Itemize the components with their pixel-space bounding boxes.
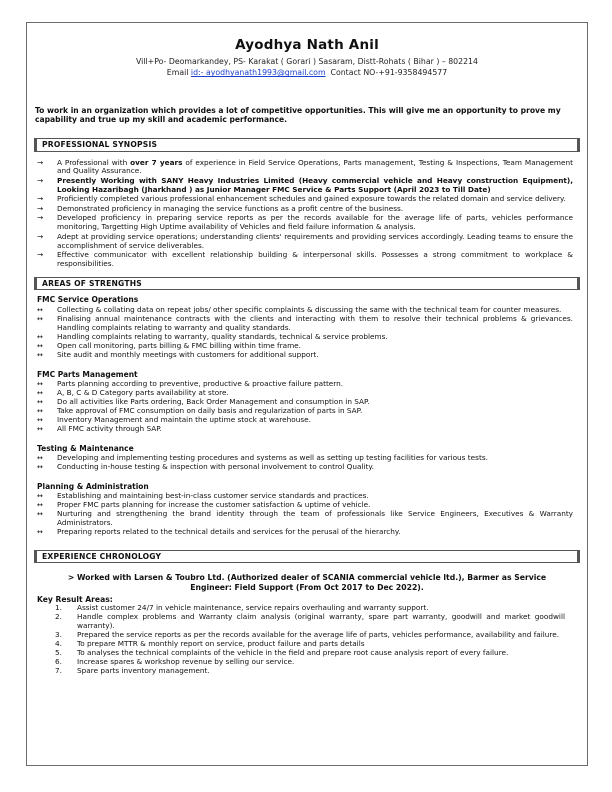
kra-label: Key Result Areas: [37,595,113,605]
strength-group-list [37,454,573,472]
strength-item-text: Site audit and monthly meetings with customers for additional support. [57,349,319,359]
synopsis-item [37,159,573,177]
kra-number: 7. [55,666,62,676]
double-arrow-bullet-icon: ↔ [37,415,43,424]
double-arrow-bullet-icon: ↔ [37,424,43,433]
double-arrow-bullet-icon: ↔ [37,491,43,500]
strength-item [37,528,573,537]
strength-group-heading: Planning & Administration [37,481,149,491]
strength-item-text: Conducting in-house testing & inspection with personal involvement to control Quality. [57,461,374,471]
strengths-groups [27,295,587,536]
strength-item-text: Preparing reports related to the technical details and services for the perusal of the hierarchy. [57,526,401,536]
double-arrow-bullet-icon: ↔ [37,406,43,415]
kra-item [55,613,565,631]
email-link[interactable]: id:- ayodhyanath1993@gmail.com [190,68,326,78]
strength-item-text: Collecting & collating data on repeat jobs/ other specific complaints & discussing the same with the technical team for counter measures. [57,304,562,314]
section-header-experience: EXPERIENCE CHRONOLOGY [34,550,580,563]
synopsis-item [37,251,573,269]
double-arrow-bullet-icon: ↔ [37,397,43,406]
email-label: Email [166,68,189,78]
double-arrow-bullet-icon: ↔ [37,341,43,350]
resume-header [27,23,587,78]
strength-item-text: Open call monitoring, parts billing & FMC billing within time frame. [57,340,301,350]
arrow-bullet-icon: → [37,175,44,185]
kra-list [55,604,565,676]
synopsis-text: Effective communicator with excellent relationship building & interpersonal skills. Possesses a strong commitment to workplace & responsibilities. [57,250,573,269]
synopsis-item [37,177,573,195]
double-arrow-bullet-icon: ↔ [37,332,43,341]
strength-item [37,425,573,434]
kra-text: Increase spares & workshop revenue by selling our service. [77,657,295,667]
career-objective: To work in an organization which provides a lot of competitive opportunities. This will give me an opportunity to prove my capability and true up my skill and academic performance. [35,105,561,125]
synopsis-text: Demonstrated proficiency in managing the service functions as a profit centre of the business. [57,203,404,213]
kra-text: Handle complex problems and Warranty claim analysis (original warranty, spare part warranty, goodwill and market goodwill warranty). [77,612,565,631]
strength-item-text: Inventory Management and maintain the uptime stock at warehouse. [57,414,311,424]
double-arrow-bullet-icon: ↔ [37,379,43,388]
double-arrow-bullet-icon: ↔ [37,350,43,359]
strength-item-text: Establishing and maintaining best-in-class customer service standards and practices. [57,490,369,500]
strength-item-text: Nurturing and strengthening the brand identity through the team of professionals like Service Engineers, Executives & Warranty Administrators. [57,508,573,527]
strength-item [37,510,573,528]
arrow-bullet-icon: → [37,213,44,223]
kra-text: Spare parts inventory management. [77,666,210,676]
synopsis-text-bold: over 7 years [130,157,183,167]
strength-item-text: Handling complaints relating to warranty, quality standards, technical & service problems. [57,331,388,341]
synopsis-text: Developed proficiency in preparing service reports as per the records available for the average life of parts, vehicles performance monitoring, Targetting High Uptime availability of Vehicles and field failure information & analysis. [57,213,573,232]
strength-item-text: Proper FMC parts planning for increase the customer satisfaction & uptime of vehicle. [57,499,371,509]
strength-item-text: Developing and implementing testing procedures and systems as well as setting up testing facilities for various tests. [57,452,488,462]
contact-line [27,68,587,78]
strength-item-text: All FMC activity through SAP. [57,423,162,433]
kra-number: 1. [55,603,62,613]
double-arrow-bullet-icon: ↔ [37,500,43,509]
strength-item [37,351,573,360]
kra-text: To prepare MTTR & monthly report on service, product failure and parts details [77,639,365,649]
strength-item-text: Take approval of FMC consumption on daily basis and regularization of parts in SAP. [57,405,363,415]
double-arrow-bullet-icon: ↔ [37,314,43,323]
double-arrow-bullet-icon: ↔ [37,305,43,314]
arrow-bullet-icon: → [37,194,44,204]
synopsis-text: Proficiently completed various professional enhancement schedules and gained exposure towards the related domain and service delivery. [57,194,566,204]
synopsis-text: A Professional with [57,157,131,167]
strength-group-heading: FMC Parts Management [37,369,138,379]
strength-group-heading: Testing & Maintenance [37,443,134,453]
double-arrow-bullet-icon: ↔ [37,388,43,397]
strength-group-heading: FMC Service Operations [37,295,139,305]
arrow-bullet-icon: → [37,203,44,213]
kra-number: 3. [55,630,62,640]
strength-item-text: A, B, C & D Category parts availability at store. [57,387,229,397]
strength-item-text: Finalising annual maintenance contracts with the clients and interacting with them to resolve their technical problems & grievances. Handling complaints relating to warranty and quality standards. [57,313,573,332]
synopsis-text-bold: Presently Working with SANY Heavy Industries Limited (Heavy commercial vehicle and Heavy construction Equipment), Looking Hazaribagh (Jharkhand ) as Junior Manager FMC Service & Parts Support (April 2023 to Till Date) [57,175,573,194]
strength-group-list [37,492,573,537]
section-header-strengths: AREAS OF STRENGTHS [34,277,580,290]
arrow-bullet-icon: → [37,231,44,241]
strength-group-list [37,380,573,434]
strength-item-text: Parts planning according to preventive, productive & proactive failure pattern. [57,378,344,388]
synopsis-list [37,159,573,270]
arrow-bullet-icon: → [37,250,44,260]
double-arrow-bullet-icon: ↔ [37,453,43,462]
double-arrow-bullet-icon: ↔ [37,509,43,518]
kra-number: 4. [55,639,62,649]
strength-item [37,315,573,333]
synopsis-text: of experience in Field Service Operations, Parts management, Testing & Inspections, Team Management and Quality Assurance. [57,157,573,176]
kra-item [55,667,565,676]
phone-contact: Contact NO-+91-9358494577 [330,68,448,78]
kra-text: To analyses the technical complaints of the vehicle in the field and prepare root cause analysis report of every failure. [77,648,509,658]
job-title: > Worked with Larsen & Toubro Ltd. (Authorized dealer of SCANIA commercial vehicle ltd.), Barmer as Service Engineer: Field Support (From Oct 2017 to Dec 2022). [67,573,547,593]
arrow-bullet-icon: → [37,157,44,167]
strength-item-text: Do all activities like Parts ordering, Back Order Management and consumption in SAP. [57,396,370,406]
kra-text: Assist customer 24/7 in vehicle maintenance, service repairs overhauling and warranty support. [77,603,429,613]
synopsis-item [37,233,573,251]
double-arrow-bullet-icon: ↔ [37,527,43,536]
kra-number: 5. [55,648,62,658]
synopsis-text: Adept at providing service operations; understanding clients' requirements and providing services accordingly. Leading teams to ensure the accomplishment of service deliverables. [57,231,573,250]
strength-item [37,463,573,472]
strength-group-list [37,306,573,360]
address: Vill+Po- Deomarkandey, PS- Karakat ( Gorari ) Sasaram, Distt-Rohats ( Bihar ) – 802214 [136,56,478,66]
double-arrow-bullet-icon: ↔ [37,462,43,471]
candidate-name: Ayodhya Nath Anil [235,37,379,53]
kra-text: Prepared the service reports as per the records available for the average life of parts, vehicles performance, availability and failure. [77,630,560,640]
synopsis-item [37,214,573,232]
kra-number: 6. [55,657,62,667]
section-header-synopsis: PROFESSIONAL SYNOPSIS [34,138,580,151]
resume-page [26,22,588,766]
kra-number: 2. [55,612,62,622]
